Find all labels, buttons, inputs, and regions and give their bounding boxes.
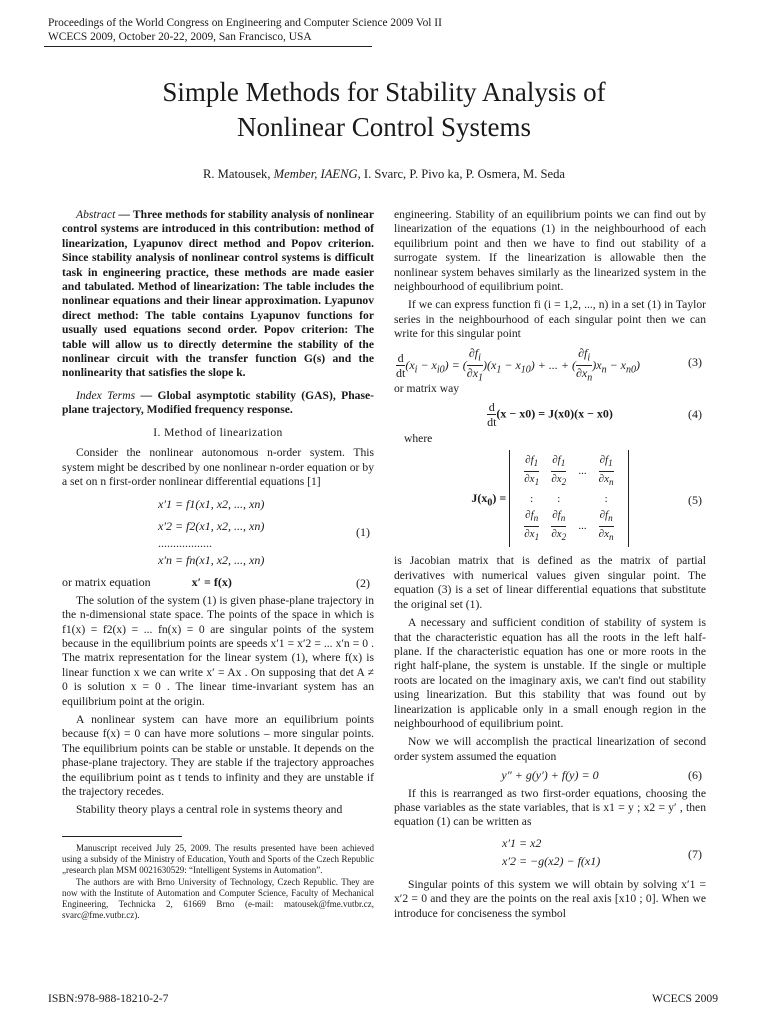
paragraph: A nonlinear system can have more an equilibrium points because f(x) = 0 can have more solutions – more singular points. The equilibrium points can be stable or unstable. It depends on the phase-plane trajectory. They are stable if the trajectory approaches the equilibrium point as t tends to infinity and they are unstable if the trajectory recedes. bbox=[62, 712, 374, 798]
author-list bbox=[0, 167, 768, 182]
header-rule bbox=[44, 46, 372, 47]
equation-7 bbox=[394, 834, 706, 874]
matrix-equation-label: or matrix equation bbox=[62, 575, 151, 590]
equation-7-line-1: x′1 = x2 bbox=[502, 835, 542, 850]
author-rest: , I. Svarc, P. Pivo ka, P. Osmera, M. Seda bbox=[357, 167, 566, 181]
paragraph: Now we will accomplish the practical linearization of second order system assumed the equation bbox=[394, 735, 706, 763]
paragraph: If this is rearranged as two first-order equations, choosing the phase variables as the state variables, that is x1 = y ; x2 = y′ , then equation (1) can be written as bbox=[394, 786, 706, 829]
equation-1-dots: .................. bbox=[158, 536, 212, 551]
footnote-text: The authors are with Brno University of Technology, Czech Republic. They are now with the Institute of Automation and Computer Science, Faculty of Mechanical Engineering, Technicka 2, 61669 Brno (e-mail: matousek@fme.vutbr.cz, svarc@fme.vutbr.cz). bbox=[62, 876, 374, 920]
left-column bbox=[62, 208, 374, 922]
isbn-footer: ISBN:978-988-18210-2-7 bbox=[48, 992, 169, 1005]
equation-4-body: (x − x0) = J(x0)(x − x0) bbox=[496, 406, 613, 421]
abstract bbox=[62, 208, 374, 381]
equation-7-line-2: x′2 = −g(x2) − f(x1) bbox=[502, 853, 601, 868]
equation-number: (6) bbox=[688, 768, 702, 783]
matrix-equation: x′ = f(x) bbox=[191, 575, 232, 590]
equation-1 bbox=[62, 493, 374, 571]
footnote-rule bbox=[62, 836, 182, 837]
paragraph: If we can express function fi (i = 1,2, ..., n) in a set (1) in Taylor series in the neighbourhood of each singular point then we can write for this singular point bbox=[394, 298, 706, 341]
header-line-1: Proceedings of the World Congress on Engineering and Computer Science 2009 Vol II bbox=[48, 17, 442, 29]
paragraph: The solution of the system (1) is given phase-plane trajectory in the n-dimensional state space. The points of the space in which is f1(x) = f2(x) = ... fn(x) = 0 are singular points of the system because in the equilibrium points are speeds x′1 = x′2 = ... x′n = 0 . The matrix representation for the linear system (1), where f(x) is linear function x we can write x′ = Ax . On supposing that det A ≠ 0 is solution x = 0 . The linear time-invariant system has an equilibrium point at the origin. bbox=[62, 593, 374, 708]
paper-title bbox=[0, 75, 768, 145]
footnote-text: Manuscript received July 25, 2009. The results presented have been achieved using a subsidy of the Ministry of Education, Youth and Sports of the Czech Republic „research plan MSM 0021630529: “Intelligent Systems in Automation”. bbox=[62, 842, 374, 875]
equation-1-line-2: x′2 = f2(x1, x2, ..., xn) bbox=[158, 519, 265, 534]
conference-footer: WCECS 2009 bbox=[651, 992, 718, 1005]
equation-number: (5) bbox=[688, 493, 702, 508]
paragraph: Stability theory plays a central role in systems theory and bbox=[76, 803, 343, 817]
equation-number: (3) bbox=[688, 354, 702, 369]
abstract-text: — Three methods for stability analysis of nonlinear control systems are introduced in this contribution: method of linearization, Lyapunov direct method and Popov criterion. Since stability analysis of nonlinear control systems is difficult task in engineering practice, these methods are made easier and tabulated. Method of linearization: The table includes the nonlinear equations and their linear approximation. Lyapunov direct method: The table contains Lyapunov functions for usually used equations second order. Popov criterion: The table will allow us to directly determine the stability of the nonlinear circuit with the transfer function G(s) and the nonlinearity that satisfies the slope k. bbox=[62, 208, 374, 380]
equation-number: (2) bbox=[356, 575, 370, 590]
equation-6-body: y″ + g(y′) + f(y) = 0 bbox=[501, 768, 599, 783]
proceedings-header bbox=[48, 16, 442, 44]
index-terms-text: — Global asymptotic stability (GAS), Phase-plane trajectory, Modified frequency response. bbox=[62, 388, 374, 417]
equation-1-line-3: x′n = fn(x1, x2, ..., xn) bbox=[158, 553, 265, 568]
footnote bbox=[62, 843, 374, 921]
equation-1-line-1: x′1 = f1(x1, x2, ..., xn) bbox=[158, 497, 265, 512]
equation-3: $\frac{d}{dt}$ $(x_i - x_{i0})$ = ( $\frac{\partial f_i}{\partial x_1}$ )$(x_1 - x_{10})$ + ... + ( $\frac{\partial f_i}{\partial x_n}$ )$x_n - x_{n0}$) (3) bbox=[396, 345, 702, 384]
author-first: R. Matousek, bbox=[202, 167, 271, 181]
paragraph: Consider the nonlinear autonomous n-order system. This system might be described by one nonlinear n-order equation or by a set on n first-order nonlinear differential equations [1] bbox=[62, 446, 374, 488]
paragraph: Singular points of this system we will obtain by solving x′1 = x′2 = 0 and they are the points on the real axis [x10 ; 0]. When we introduce for conciseness the symbol bbox=[394, 877, 706, 920]
jacobian-matrix: $\frac{\partial f_1}{\partial x_1}$ $\frac{\partial f_1}{\partial x_2}$ ... $\frac{\partial f_1}{\partial x_n}$ : : : $\frac{\partial f_n}{\partial x_1}$ $\frac{\partial f_n}{\partial x_2}$ ... $\frac{\partial f_n}{\partial x_n}$ bbox=[509, 450, 628, 547]
equation-5: $J(x_0)$ = $\frac{\partial f_1}{\partial x_1}$ $\frac{\partial f_1}{\partial x_2}$ ... $\frac{\partial f_1}{\partial x_n}$ : : : $\frac{\partial f_n}{\partial x_1}$ $\frac{\partial f_n}{\partial x_2}$ ... $\frac{\partial f_n}{\partial x_n}$ (5) bbox=[394, 450, 706, 550]
equation-number: (1) bbox=[356, 525, 370, 540]
paragraph: is Jacobian matrix that is defined as the matrix of partial derivatives with numerical values given singular point. The equation (3) is a set of linear differential equations that substitute the original set (1). bbox=[394, 554, 706, 611]
equation-2 bbox=[62, 575, 374, 589]
index-terms bbox=[62, 389, 374, 418]
author-membership: Member, IAENG bbox=[273, 167, 358, 181]
abstract-label: Abstract bbox=[76, 208, 116, 221]
title-line-2: Nonlinear Control Systems bbox=[237, 112, 531, 142]
index-terms-label: Index Terms bbox=[76, 388, 136, 402]
paragraph: A necessary and sufficient condition of stability of system is that the characteristic equation has all the roots in the left half-plane. If the characteristic equation has one or more roots in the right half-plane, the system is unstable. If the single or multiple roots are located on the imaginary axis, we can't find out stability using linearization. But this stability that was found out by linearization is applicable only in a small enough region in the neighbourhood of equilibrium point. bbox=[394, 616, 706, 730]
where-label: where bbox=[404, 432, 433, 446]
section-heading-linearization: I. Method of linearization bbox=[153, 425, 283, 439]
header-line-2: WCECS 2009, October 20-22, 2009, San Francisco, USA bbox=[48, 31, 312, 43]
right-column bbox=[394, 208, 706, 925]
equation-number: (7) bbox=[688, 846, 702, 861]
equation-6 bbox=[394, 768, 706, 782]
equation-4: $\frac{d}{dt}$ (x − x0) = J(x0)(x − x0) (4) bbox=[487, 400, 702, 430]
equation-number: (4) bbox=[688, 406, 702, 421]
paragraph: engineering. Stability of an equilibrium points we can find out by linearization of the equations (1) in the neighbourhood of each equilibrium point and then we have to find out stability of a surrogate system. If the linearization is allowable then the nonlinear system behaves similarly as the linearized system in the neighbourhood of equilibrium point. bbox=[394, 208, 706, 294]
title-line-1: Simple Methods for Stability Analysis of bbox=[162, 77, 606, 107]
matrix-way-label: or matrix way bbox=[394, 381, 460, 395]
